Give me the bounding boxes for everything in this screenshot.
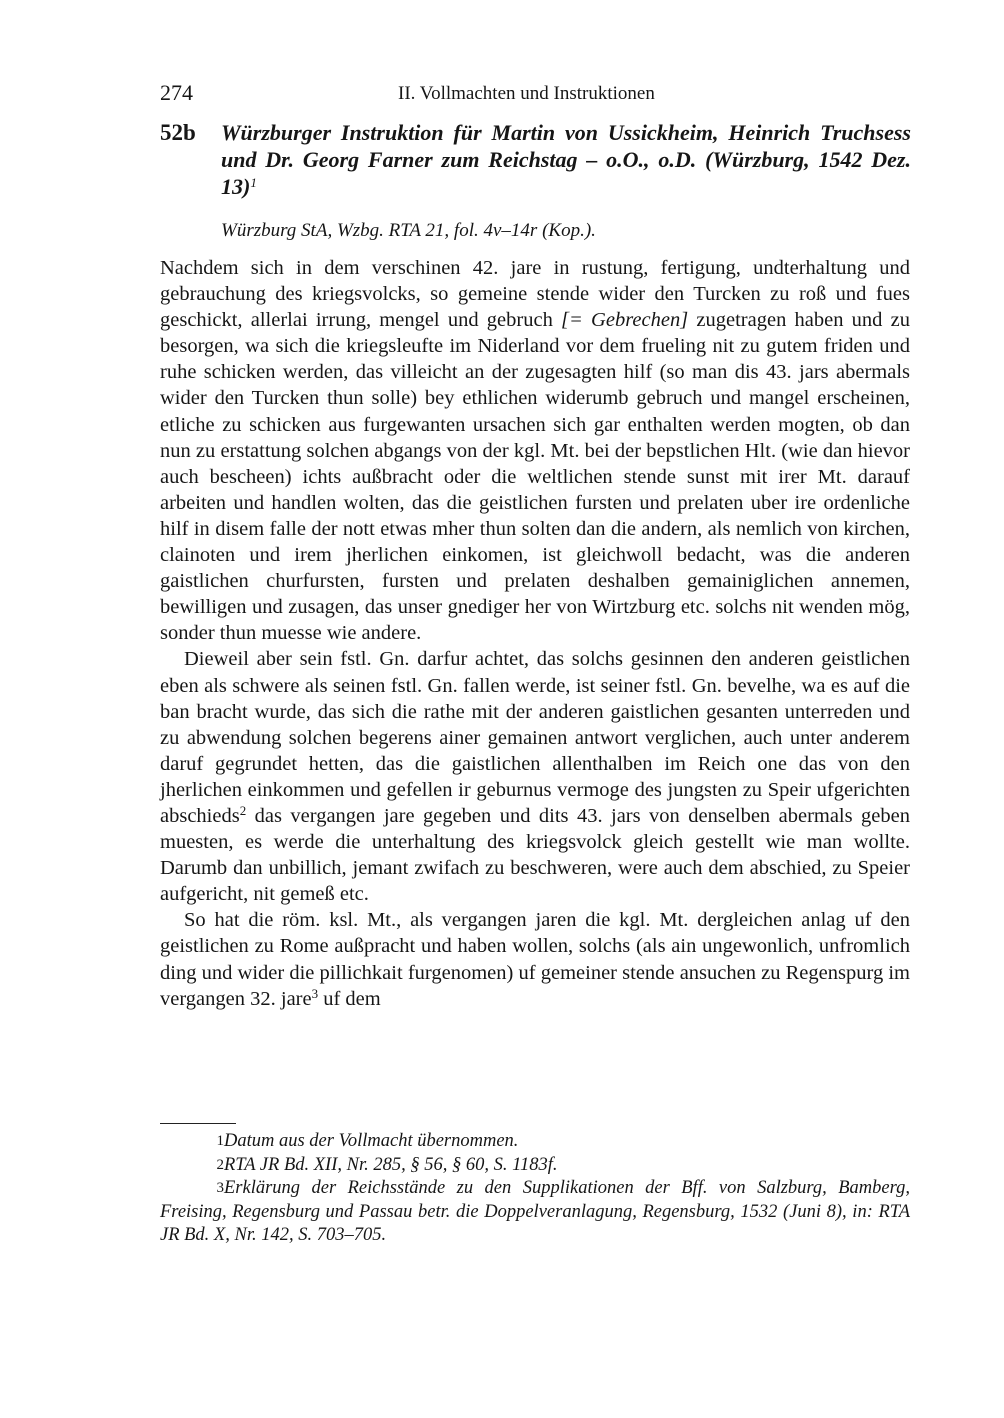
footnote-text: Datum aus der Vollmacht übernommen. [224,1131,519,1151]
document-source: Würzburg StA, Wzbg. RTA 21, fol. 4v–14r (Kop.). [221,220,596,241]
paragraph-1-part-b: zugetragen haben und zu besorgen, wa sich die kriegsleufte im Niderland vor dem frueling nit zu gutem friden und ruhe schicken werden, das villeicht an der zugesagten hilf (so man dis 43. jars abermals wider den Turcken thun solle) bey ethlichen widerumb gebruch und mangel erscheinen, etliche zu schicken aus furgewanten ursachen sich gar enthalten werden mogten, ob dan nun zu erstattung solchen abgangs von der kgl. Mt. bei der bepstlichen Hlt. (wie dan hievor auch bescheen) ichts außbracht oder die weltlichen stende sunst mit irer Mt. darauf arbeiten und handlen wolten, das die geistlichen fursten und prelaten uber ire ordenliche hilf in disem falle der nott etwas mher thun solten dan die andern, als nemlich von kirchen, clainoten und irem jherlichen einkomen, ist gleichwoll bedacht, was die anderen gaistlichen churfursten, fursten und prelaten deshalben gemainiglichen annemen, bewilligen und zusagen, das unser gnediger her von Wirtzburg etc. solchs nit wenden mög, sonder thun muesse wie andere. [160,309,910,645]
paragraph-3-part-a: So hat die röm. ksl. Mt., als vergangen jaren die kgl. Mt. dergleichen anlag uf den geistlichen zu Rome außpracht und haben wollen, solchs (als ain ungewonlich, unfromlich ding und wider die pillichkait furgenomen) uf gemeiner stende ansuchen zu Regenspurg im vergangen 32. jare [160,909,910,1010]
paragraph-2 [160,646,910,907]
paragraph-2-part-a: Dieweil aber sein fstl. Gn. darfur achtet, das solchs gesinnen den anderen geistlichen eben als schwere als seinen fstl. Gn. fallen werde, ist seiner fstl. Gn. bevelhe, wa es auf die ban bracht wurde, das sich die rathe mit der anderen gaistlichen gesanten unterreden und zu abwendung solchen begerens ainer gemainen antwort verglichen, auch unter anderem daruf gegrundet hetten, das die gaistlichen allenthalben im Reich one das von den jherlichen einkommen und gefellen ir geburnus vermoge des jungsten zu Speir ufgerichten abschieds [160,648,910,827]
document-number: 52b [160,120,196,145]
footnote-number: 2 [216,1156,224,1173]
footnote-3 [160,1177,910,1248]
footnote-ref-2[interactable]: 2 [239,802,247,818]
footnotes [160,1130,910,1248]
footnote-ref-3[interactable]: 3 [311,985,319,1001]
document-title [221,119,911,200]
running-head: II. Vollmachten und Instruktionen [398,83,655,104]
body-text [160,255,910,1012]
paragraph-3-part-b: uf dem [318,987,381,1010]
paragraph-1 [160,255,910,646]
document-title-text: Würzburger Instruktion für Martin von Ussickheim, Heinrich Truchsess und Dr. Georg Farner zum Reichstag – o.O., o.D. (Würzburg, 1542 Dez. 13) [221,120,911,199]
page-number: 274 [160,80,193,105]
footnote-2 [160,1154,910,1178]
footnote-number: 3 [216,1180,224,1196]
editorial-gloss: [= Gebrechen] [561,309,689,332]
footnote-ref-1[interactable]: 1 [250,175,257,190]
footnote-text: Erklärung der Reichsstände zu den Supplikationen der Bff. von Salzburg, Bamberg, Freising, Regensburg und Passau betr. die Doppelveranlagung, Regensburg, 1532 (Juni 8), in: RTA JR Bd. X, Nr. 142, S. 703–705. [160,1178,910,1245]
footnote-text: RTA JR Bd. XII, Nr. 285, § 56, § 60, S. 1183f. [224,1154,558,1175]
paragraph-3 [160,907,910,1011]
footnote-number: 1 [216,1133,224,1149]
paragraph-1-part-a: Nachdem sich in dem verschinen 42. jare in rustung, fertigung, undterhaltung und gebrauchung des kriegsvolcks, so gemeine stende wider den Turcken zu roß und fues geschickt, allerlai irrung, mengel und gebruch [160,257,910,332]
footnote-1 [160,1130,910,1154]
footnote-divider [160,1123,236,1124]
paragraph-2-part-b: das vergangen jare gegeben und dits 43. jars von denselben abermals geben muesten, es werde die unterhaltung des kriegsvolck gleich gestellt wie man wollte. Darumb dan unbillich, jemant zwifach zu beschweren, were auch dem abschied, zu Speier aufgericht, nit gemeß etc. [160,804,910,906]
